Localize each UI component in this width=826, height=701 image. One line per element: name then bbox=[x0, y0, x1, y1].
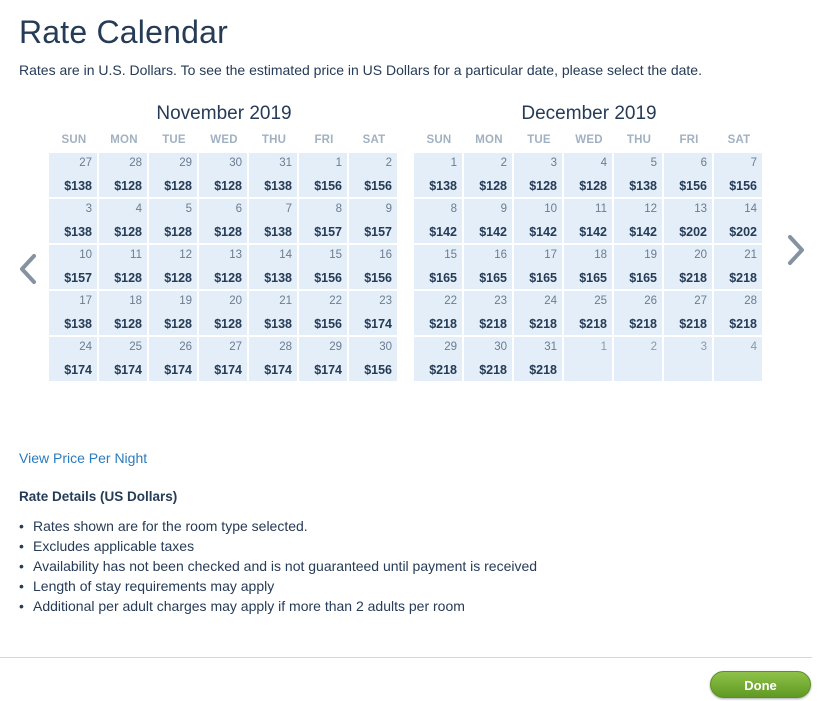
day-price: $218 bbox=[679, 271, 707, 285]
calendar-day-cell[interactable] bbox=[714, 245, 762, 289]
weekday-label: WED bbox=[210, 134, 238, 146]
day-number: 15 bbox=[329, 249, 342, 261]
day-number: 11 bbox=[130, 249, 142, 261]
chevron-left-icon bbox=[17, 253, 39, 285]
day-price: $218 bbox=[429, 317, 457, 331]
day-price: $128 bbox=[114, 317, 142, 331]
calendar-day-cell[interactable] bbox=[299, 337, 347, 381]
calendar-grid bbox=[414, 153, 764, 381]
day-number: 2 bbox=[650, 341, 657, 353]
day-price: $156 bbox=[364, 179, 392, 193]
calendar-day-cell[interactable] bbox=[514, 291, 562, 335]
day-price: $128 bbox=[114, 271, 142, 285]
calendar-empty-cell bbox=[614, 337, 662, 381]
day-number: 15 bbox=[444, 249, 457, 261]
day-number: 29 bbox=[444, 341, 457, 353]
weekday-label: SAT bbox=[727, 134, 751, 146]
day-price: $218 bbox=[629, 317, 657, 331]
day-number: 22 bbox=[329, 295, 342, 307]
rate-detail-item: • Additional per adult charges may apply if more than 2 adults per room bbox=[19, 596, 537, 616]
calendar-day-cell[interactable] bbox=[199, 291, 247, 335]
weekday-label: SUN bbox=[426, 134, 452, 146]
calendar-day-cell[interactable] bbox=[149, 199, 197, 243]
calendar-day-cell[interactable] bbox=[99, 245, 147, 289]
day-price: $128 bbox=[164, 317, 192, 331]
day-price: $165 bbox=[429, 271, 457, 285]
day-number: 30 bbox=[229, 157, 242, 169]
calendar-day-cell[interactable] bbox=[249, 337, 297, 381]
rate-detail-item: • Excludes applicable taxes bbox=[19, 536, 537, 556]
weekday-label: THU bbox=[626, 134, 652, 146]
day-price: $202 bbox=[729, 225, 757, 239]
day-number: 6 bbox=[235, 203, 242, 215]
day-number: 31 bbox=[544, 341, 557, 353]
calendar-day-cell[interactable] bbox=[49, 291, 97, 335]
day-price: $138 bbox=[629, 179, 657, 193]
calendar-day-cell[interactable] bbox=[199, 337, 247, 381]
rate-details-list bbox=[19, 516, 537, 616]
calendar-day-cell[interactable] bbox=[249, 245, 297, 289]
day-price: $156 bbox=[729, 179, 757, 193]
weekday-label: FRI bbox=[314, 134, 334, 146]
day-price: $218 bbox=[729, 317, 757, 331]
weekday-label: THU bbox=[261, 134, 287, 146]
day-number: 26 bbox=[179, 341, 192, 353]
calendar-day-cell[interactable] bbox=[614, 245, 662, 289]
calendar-empty-cell bbox=[664, 337, 712, 381]
calendar-day-cell[interactable] bbox=[664, 245, 712, 289]
calendar-day-cell[interactable] bbox=[349, 199, 397, 243]
day-price: $218 bbox=[579, 317, 607, 331]
day-number: 4 bbox=[135, 203, 142, 215]
day-number: 8 bbox=[335, 203, 342, 215]
weekday-label: WED bbox=[575, 134, 603, 146]
calendar-day-cell[interactable] bbox=[564, 153, 612, 197]
calendar-day-cell[interactable] bbox=[49, 337, 97, 381]
day-number: 27 bbox=[229, 341, 242, 353]
calendar-day-cell[interactable] bbox=[564, 291, 612, 335]
day-price: $218 bbox=[479, 363, 507, 377]
day-price: $128 bbox=[114, 179, 142, 193]
day-number: 20 bbox=[694, 249, 707, 261]
day-number: 6 bbox=[700, 157, 707, 169]
calendar-day-cell[interactable] bbox=[149, 337, 197, 381]
day-price: $218 bbox=[429, 363, 457, 377]
day-number: 24 bbox=[544, 295, 557, 307]
day-number: 17 bbox=[544, 249, 557, 261]
calendar-day-cell[interactable] bbox=[99, 199, 147, 243]
month-title: November 2019 bbox=[156, 103, 292, 124]
day-price: $156 bbox=[364, 271, 392, 285]
calendar-day-cell[interactable] bbox=[414, 199, 462, 243]
day-number: 19 bbox=[644, 249, 657, 261]
day-price: $138 bbox=[64, 317, 92, 331]
day-number: 28 bbox=[129, 157, 142, 169]
day-number: 17 bbox=[79, 295, 92, 307]
calendar-day-cell[interactable] bbox=[514, 199, 562, 243]
calendar-day-cell[interactable] bbox=[299, 199, 347, 243]
day-number: 13 bbox=[229, 249, 242, 261]
day-number: 18 bbox=[594, 249, 607, 261]
calendar-day-cell[interactable] bbox=[199, 199, 247, 243]
day-price: $142 bbox=[479, 225, 507, 239]
day-number: 11 bbox=[595, 203, 607, 215]
day-price: $174 bbox=[314, 363, 342, 377]
weekday-label: TUE bbox=[527, 134, 551, 146]
calendar-day-cell[interactable] bbox=[614, 199, 662, 243]
calendar-empty-cell bbox=[564, 337, 612, 381]
calendar-day-cell[interactable] bbox=[349, 153, 397, 197]
calendar-day-cell[interactable] bbox=[49, 199, 97, 243]
day-number: 3 bbox=[550, 157, 557, 169]
day-price: $128 bbox=[214, 179, 242, 193]
day-price: $165 bbox=[529, 271, 557, 285]
day-price: $174 bbox=[114, 363, 142, 377]
day-price: $128 bbox=[214, 317, 242, 331]
day-price: $138 bbox=[64, 225, 92, 239]
day-price: $165 bbox=[629, 271, 657, 285]
calendar-day-cell[interactable] bbox=[149, 153, 197, 197]
calendar-day-cell[interactable] bbox=[414, 153, 462, 197]
calendar-day-cell[interactable] bbox=[299, 153, 347, 197]
day-number: 5 bbox=[650, 157, 657, 169]
rate-details-heading: Rate Details (US Dollars) bbox=[19, 489, 178, 504]
day-price: $156 bbox=[314, 179, 342, 193]
day-price: $174 bbox=[264, 363, 292, 377]
day-price: $165 bbox=[579, 271, 607, 285]
day-price: $142 bbox=[579, 225, 607, 239]
day-price: $142 bbox=[429, 225, 457, 239]
done-button[interactable]: Done bbox=[710, 671, 811, 698]
day-number: 28 bbox=[744, 295, 757, 307]
calendar-day-cell[interactable] bbox=[99, 291, 147, 335]
day-number: 18 bbox=[129, 295, 142, 307]
calendar-day-cell[interactable] bbox=[714, 291, 762, 335]
day-number: 23 bbox=[379, 295, 392, 307]
calendar-day-cell[interactable] bbox=[464, 245, 512, 289]
weekday-label: MON bbox=[475, 134, 503, 146]
calendar-day-cell[interactable] bbox=[564, 245, 612, 289]
calendar-day-cell[interactable] bbox=[664, 153, 712, 197]
day-price: $156 bbox=[314, 271, 342, 285]
calendar-day-cell[interactable] bbox=[664, 199, 712, 243]
day-price: $174 bbox=[164, 363, 192, 377]
day-price: $174 bbox=[214, 363, 242, 377]
day-price: $128 bbox=[114, 225, 142, 239]
calendar-day-cell[interactable] bbox=[249, 291, 297, 335]
weekday-label: TUE bbox=[162, 134, 186, 146]
next-month-button[interactable] bbox=[785, 234, 807, 271]
day-price: $138 bbox=[264, 225, 292, 239]
day-number: 29 bbox=[179, 157, 192, 169]
day-number: 7 bbox=[285, 203, 292, 215]
calendar-day-cell[interactable] bbox=[49, 153, 97, 197]
day-number: 10 bbox=[79, 249, 92, 261]
day-price: $165 bbox=[479, 271, 507, 285]
day-number: 9 bbox=[385, 203, 392, 215]
calendar-day-cell[interactable] bbox=[514, 153, 562, 197]
rate-detail-item: • Availability has not been checked and is not guaranteed until payment is received bbox=[19, 556, 537, 576]
day-number: 21 bbox=[279, 295, 292, 307]
calendar-day-cell[interactable] bbox=[249, 199, 297, 243]
view-price-per-night-link[interactable]: View Price Per Night bbox=[19, 450, 148, 466]
day-price: $138 bbox=[429, 179, 457, 193]
day-number: 1 bbox=[450, 157, 457, 169]
day-price: $138 bbox=[64, 179, 92, 193]
day-number: 9 bbox=[500, 203, 507, 215]
footer-divider bbox=[0, 657, 812, 658]
calendar-day-cell[interactable] bbox=[99, 153, 147, 197]
rate-detail-item: • Length of stay requirements may apply bbox=[19, 576, 537, 596]
day-number: 22 bbox=[444, 295, 457, 307]
day-price: $218 bbox=[729, 271, 757, 285]
calendar-empty-cell bbox=[714, 337, 762, 381]
calendar-day-cell[interactable] bbox=[714, 153, 762, 197]
calendar-day-cell[interactable] bbox=[414, 291, 462, 335]
day-number: 4 bbox=[600, 157, 607, 169]
calendar-day-cell[interactable] bbox=[299, 291, 347, 335]
calendar-day-cell[interactable] bbox=[514, 337, 562, 381]
day-number: 27 bbox=[79, 157, 92, 169]
day-number: 27 bbox=[694, 295, 707, 307]
calendar-day-cell[interactable] bbox=[464, 291, 512, 335]
day-number: 28 bbox=[279, 341, 292, 353]
day-number: 16 bbox=[379, 249, 392, 261]
day-price: $157 bbox=[314, 225, 342, 239]
day-number: 31 bbox=[279, 157, 292, 169]
day-price: $128 bbox=[164, 271, 192, 285]
day-price: $138 bbox=[264, 179, 292, 193]
day-price: $128 bbox=[529, 179, 557, 193]
month-calendar-december bbox=[414, 101, 764, 381]
day-number: 29 bbox=[329, 341, 342, 353]
calendar-grid bbox=[49, 153, 399, 381]
day-price: $138 bbox=[264, 271, 292, 285]
calendar-day-cell[interactable] bbox=[614, 153, 662, 197]
day-number: 16 bbox=[494, 249, 507, 261]
day-number: 3 bbox=[700, 341, 707, 353]
previous-month-button[interactable] bbox=[17, 253, 39, 290]
day-number: 25 bbox=[594, 295, 607, 307]
calendar-day-cell[interactable] bbox=[49, 245, 97, 289]
calendar-day-cell[interactable] bbox=[664, 291, 712, 335]
month-title: December 2019 bbox=[521, 103, 657, 124]
calendar-day-cell[interactable] bbox=[299, 245, 347, 289]
day-price: $218 bbox=[529, 363, 557, 377]
day-number: 14 bbox=[279, 249, 292, 261]
day-number: 7 bbox=[750, 157, 757, 169]
day-number: 1 bbox=[335, 157, 342, 169]
day-price: $138 bbox=[264, 317, 292, 331]
weekday-label: SAT bbox=[362, 134, 386, 146]
day-number: 12 bbox=[644, 203, 657, 215]
day-number: 19 bbox=[179, 295, 192, 307]
calendar-day-cell[interactable] bbox=[349, 337, 397, 381]
calendar-day-cell[interactable] bbox=[414, 337, 462, 381]
calendar-day-cell[interactable] bbox=[349, 245, 397, 289]
page-title: Rate Calendar bbox=[19, 14, 228, 50]
calendar-day-cell[interactable] bbox=[514, 245, 562, 289]
calendar-day-cell[interactable] bbox=[464, 153, 512, 197]
day-number: 30 bbox=[379, 341, 392, 353]
rate-detail-item: • Rates shown are for the room type selected. bbox=[19, 516, 537, 536]
weekday-label: FRI bbox=[679, 134, 699, 146]
calendar-day-cell[interactable] bbox=[349, 291, 397, 335]
day-price: $157 bbox=[64, 271, 92, 285]
day-number: 12 bbox=[179, 249, 192, 261]
weekday-label: MON bbox=[110, 134, 138, 146]
weekday-header bbox=[414, 134, 764, 148]
day-number: 2 bbox=[385, 157, 392, 169]
calendar-day-cell[interactable] bbox=[464, 199, 512, 243]
day-price: $128 bbox=[164, 179, 192, 193]
day-number: 3 bbox=[85, 203, 92, 215]
day-number: 30 bbox=[494, 341, 507, 353]
day-price: $156 bbox=[679, 179, 707, 193]
day-price: $218 bbox=[679, 317, 707, 331]
day-price: $128 bbox=[164, 225, 192, 239]
chevron-right-icon bbox=[785, 234, 807, 266]
day-price: $128 bbox=[579, 179, 607, 193]
day-number: 24 bbox=[79, 341, 92, 353]
day-price: $218 bbox=[529, 317, 557, 331]
day-number: 2 bbox=[500, 157, 507, 169]
day-number: 14 bbox=[744, 203, 757, 215]
day-price: $157 bbox=[364, 225, 392, 239]
day-number: 1 bbox=[600, 341, 607, 353]
month-calendar-november bbox=[49, 101, 399, 381]
day-price: $202 bbox=[679, 225, 707, 239]
calendar-day-cell[interactable] bbox=[199, 153, 247, 197]
calendar-day-cell[interactable] bbox=[199, 245, 247, 289]
day-number: 4 bbox=[750, 341, 757, 353]
day-number: 23 bbox=[494, 295, 507, 307]
calendar-day-cell[interactable] bbox=[714, 199, 762, 243]
day-number: 5 bbox=[185, 203, 192, 215]
calendar-day-cell[interactable] bbox=[99, 337, 147, 381]
day-price: $128 bbox=[479, 179, 507, 193]
day-price: $174 bbox=[64, 363, 92, 377]
day-number: 21 bbox=[744, 249, 757, 261]
calendar-day-cell[interactable] bbox=[464, 337, 512, 381]
day-price: $128 bbox=[214, 271, 242, 285]
calendar-day-cell[interactable] bbox=[414, 245, 462, 289]
day-number: 10 bbox=[544, 203, 557, 215]
day-price: $142 bbox=[529, 225, 557, 239]
calendar-day-cell[interactable] bbox=[149, 291, 197, 335]
day-number: 25 bbox=[129, 341, 142, 353]
day-price: $156 bbox=[314, 317, 342, 331]
calendar-day-cell[interactable] bbox=[614, 291, 662, 335]
day-price: $218 bbox=[479, 317, 507, 331]
day-number: 13 bbox=[694, 203, 707, 215]
page-subtitle: Rates are in U.S. Dollars. To see the estimated price in US Dollars for a particular date, please select the date. bbox=[19, 62, 702, 78]
weekday-header bbox=[49, 134, 399, 148]
day-number: 26 bbox=[644, 295, 657, 307]
day-price: $142 bbox=[629, 225, 657, 239]
weekday-label: SUN bbox=[61, 134, 87, 146]
calendar-day-cell[interactable] bbox=[249, 153, 297, 197]
day-number: 20 bbox=[229, 295, 242, 307]
day-price: $174 bbox=[364, 317, 392, 331]
calendar-day-cell[interactable] bbox=[149, 245, 197, 289]
day-number: 8 bbox=[450, 203, 457, 215]
calendar-day-cell[interactable] bbox=[564, 199, 612, 243]
day-price: $128 bbox=[214, 225, 242, 239]
day-price: $156 bbox=[364, 363, 392, 377]
